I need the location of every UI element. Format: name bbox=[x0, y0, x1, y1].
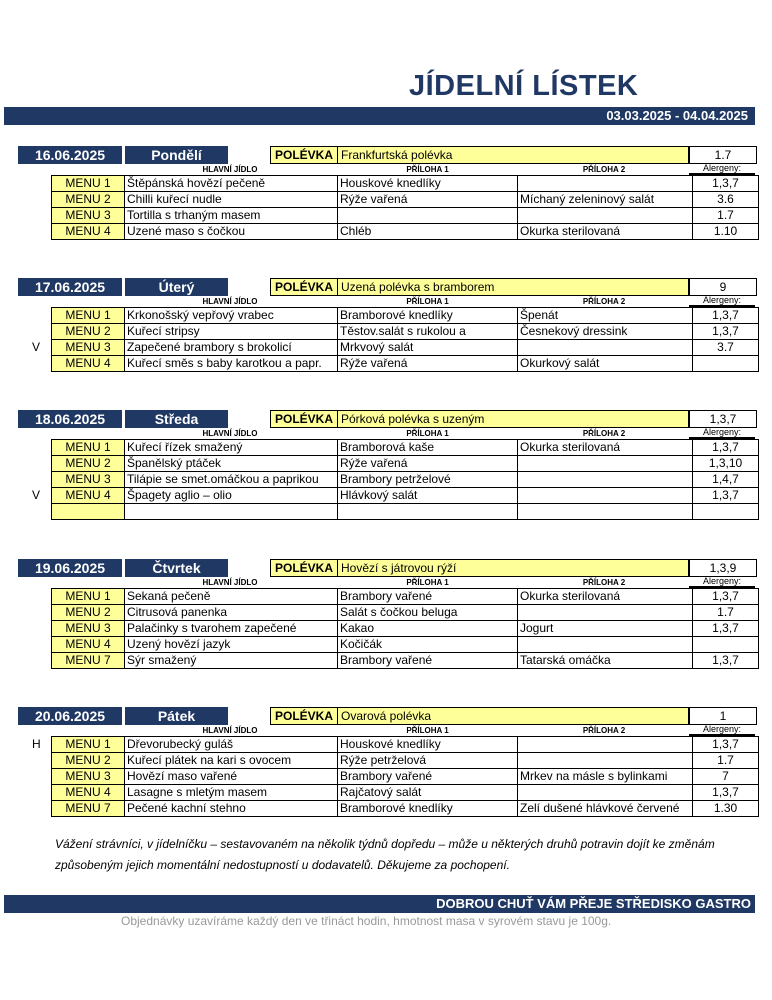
menu-label: MENU 2 bbox=[52, 456, 125, 472]
column-header-allergens: Alergeny: bbox=[689, 724, 755, 737]
day-date: 19.06.2025 bbox=[18, 559, 122, 577]
diet-marker: V bbox=[32, 488, 41, 502]
menu-allergens: 3.7 bbox=[693, 340, 759, 356]
date-range-bar bbox=[4, 107, 755, 125]
day-block bbox=[0, 146, 772, 266]
column-header-side2: PŘÍLOHA 2 bbox=[582, 578, 626, 587]
menu-row bbox=[52, 324, 759, 340]
side-dish-1: Brambory vařené bbox=[338, 589, 518, 605]
menu-allergens: 1.30 bbox=[693, 801, 759, 817]
menu-table bbox=[51, 307, 759, 372]
main-dish bbox=[125, 504, 338, 520]
soup-label: POLÉVKA bbox=[271, 411, 338, 427]
menu-allergens: 1,3,7 bbox=[693, 176, 759, 192]
day-date: 18.06.2025 bbox=[18, 410, 122, 428]
soup-name: Uzená polévka s bramborem bbox=[341, 280, 495, 294]
menu-row bbox=[52, 472, 759, 488]
side-dish-2 bbox=[518, 737, 693, 753]
side-dish-2 bbox=[518, 504, 693, 520]
soup-box bbox=[270, 559, 689, 577]
side-dish-2 bbox=[518, 605, 693, 621]
side-dish-2 bbox=[518, 488, 693, 504]
day-date: 20.06.2025 bbox=[18, 707, 122, 725]
column-header-allergens: Alergeny: bbox=[689, 576, 755, 589]
column-header-main: HLAVNÍ JÍDLO bbox=[202, 429, 258, 438]
main-dish: Sekaná pečeně bbox=[125, 589, 338, 605]
side-dish-1: Rýže petrželová bbox=[338, 753, 518, 769]
menu-table bbox=[51, 736, 759, 817]
menu-row bbox=[52, 488, 759, 504]
column-header-side2: PŘÍLOHA 2 bbox=[582, 429, 626, 438]
side-dish-1: Chléb bbox=[338, 224, 518, 240]
menu-allergens: 1,3,7 bbox=[693, 621, 759, 637]
soup-label: POLÉVKA bbox=[271, 147, 338, 163]
side-dish-1: Kočičák bbox=[338, 637, 518, 653]
menu-row bbox=[52, 340, 759, 356]
column-header-main: HLAVNÍ JÍDLO bbox=[202, 578, 258, 587]
side-dish-1 bbox=[338, 504, 518, 520]
soup-box bbox=[270, 146, 689, 164]
side-dish-2: Míchaný zeleninový salát bbox=[518, 192, 693, 208]
main-dish: Uzený hovězí jazyk bbox=[125, 637, 338, 653]
page-title: JÍDELNÍ LÍSTEK bbox=[409, 70, 639, 102]
day-name: Úterý bbox=[125, 278, 228, 296]
footer-banner-text: DOBROU CHUŤ VÁM PŘEJE STŘEDISKO GASTRO bbox=[436, 896, 751, 911]
main-dish: Kuřecí plátek na kari s ovocem bbox=[125, 753, 338, 769]
menu-allergens: 1,3,7 bbox=[693, 589, 759, 605]
column-header-allergens: Alergeny: bbox=[689, 163, 755, 176]
soup-name: Hovězí s játrovou rýží bbox=[341, 561, 457, 575]
menu-row bbox=[52, 753, 759, 769]
main-dish: Zapečené brambory s brokolicí bbox=[125, 340, 338, 356]
side-dish-2: Mrkev na másle s bylinkami bbox=[518, 769, 693, 785]
side-dish-2: Okurkový salát bbox=[518, 356, 693, 372]
side-dish-1: Rajčatový salát bbox=[338, 785, 518, 801]
soup-label: POLÉVKA bbox=[271, 279, 338, 295]
menu-allergens: 1,3,7 bbox=[693, 308, 759, 324]
main-dish: Chilli kuřecí nudle bbox=[125, 192, 338, 208]
menu-allergens: 1,3,7 bbox=[693, 324, 759, 340]
main-dish: Štěpánská hovězí pečeně bbox=[125, 176, 338, 192]
menu-label: MENU 2 bbox=[52, 753, 125, 769]
main-dish: Dřevorubecký guláš bbox=[125, 737, 338, 753]
side-dish-1 bbox=[338, 208, 518, 224]
menu-label: MENU 1 bbox=[52, 440, 125, 456]
menu-label: MENU 3 bbox=[52, 340, 125, 356]
side-dish-2: Okurka sterilovaná bbox=[518, 224, 693, 240]
soup-label: POLÉVKA bbox=[271, 560, 338, 576]
main-dish: Hovězí maso vařené bbox=[125, 769, 338, 785]
soup-allergens: 1,3,9 bbox=[689, 559, 757, 577]
menu-row bbox=[52, 769, 759, 785]
column-header-main: HLAVNÍ JÍDLO bbox=[202, 165, 258, 174]
menu-label: MENU 1 bbox=[52, 589, 125, 605]
side-dish-1: Rýže vařená bbox=[338, 192, 518, 208]
main-dish: Sýr smažený bbox=[125, 653, 338, 669]
footer-info: Objednávky uzavíráme každý den ve třináct hodin, hmotnost masa v syrovém stavu je 100g. bbox=[121, 914, 612, 928]
side-dish-1: Houskové knedlíky bbox=[338, 176, 518, 192]
menu-allergens: 1,3,7 bbox=[693, 653, 759, 669]
soup-box bbox=[270, 707, 689, 725]
side-dish-2 bbox=[518, 208, 693, 224]
menu-allergens: 1,3,7 bbox=[693, 785, 759, 801]
menu-label: MENU 3 bbox=[52, 769, 125, 785]
side-dish-1: Salát s čočkou beluga bbox=[338, 605, 518, 621]
side-dish-2: Zelí dušené hlávkové červené bbox=[518, 801, 693, 817]
date-range: 03.03.2025 - 04.04.2025 bbox=[606, 108, 748, 123]
side-dish-1: Mrkvový salát bbox=[338, 340, 518, 356]
day-block bbox=[0, 559, 772, 679]
menu-label: MENU 4 bbox=[52, 224, 125, 240]
column-header-allergens: Alergeny: bbox=[689, 295, 755, 308]
diet-marker: V bbox=[32, 340, 41, 354]
day-name: Pátek bbox=[125, 707, 228, 725]
soup-name: Pórková polévka s uzeným bbox=[341, 412, 485, 426]
main-dish: Uzené maso s čočkou bbox=[125, 224, 338, 240]
footer-banner bbox=[4, 895, 755, 913]
side-dish-1: Bramborové knedlíky bbox=[338, 308, 518, 324]
menu-label: MENU 4 bbox=[52, 785, 125, 801]
menu-allergens: 7 bbox=[693, 769, 759, 785]
menu-label bbox=[52, 504, 125, 520]
side-dish-2 bbox=[518, 637, 693, 653]
menu-allergens: 1,3,10 bbox=[693, 456, 759, 472]
soup-box bbox=[270, 278, 689, 296]
column-header-side1: PŘÍLOHA 1 bbox=[406, 297, 449, 306]
day-block bbox=[0, 278, 772, 398]
menu-row bbox=[52, 637, 759, 653]
main-dish: Citrusová panenka bbox=[125, 605, 338, 621]
side-dish-1: Hlávkový salát bbox=[338, 488, 518, 504]
soup-name: Ovarová polévka bbox=[341, 709, 432, 723]
main-dish: Špagety aglio – olio bbox=[125, 488, 338, 504]
soup-allergens: 9 bbox=[689, 278, 757, 296]
menu-label: MENU 3 bbox=[52, 621, 125, 637]
menu-label: MENU 4 bbox=[52, 637, 125, 653]
menu-row bbox=[52, 621, 759, 637]
menu-label: MENU 1 bbox=[52, 737, 125, 753]
side-dish-1: Rýže vařená bbox=[338, 456, 518, 472]
menu-row bbox=[52, 504, 759, 520]
side-dish-2 bbox=[518, 472, 693, 488]
column-header-allergens: Alergeny: bbox=[689, 427, 755, 440]
column-header-side1: PŘÍLOHA 1 bbox=[406, 578, 449, 587]
main-dish: Palačinky s tvarohem zapečené bbox=[125, 621, 338, 637]
side-dish-2 bbox=[518, 176, 693, 192]
soup-allergens: 1,3,7 bbox=[689, 410, 757, 428]
menu-allergens bbox=[693, 356, 759, 372]
column-header-side1: PŘÍLOHA 1 bbox=[406, 726, 449, 735]
menu-row bbox=[52, 589, 759, 605]
day-name: Pondělí bbox=[125, 146, 228, 164]
column-header-side1: PŘÍLOHA 1 bbox=[406, 429, 449, 438]
side-dish-2: Okurka sterilovaná bbox=[518, 440, 693, 456]
column-header-main: HLAVNÍ JÍDLO bbox=[202, 726, 258, 735]
side-dish-2: Česnekový dressink bbox=[518, 324, 693, 340]
side-dish-1: Kakao bbox=[338, 621, 518, 637]
menu-allergens bbox=[693, 504, 759, 520]
day-block bbox=[0, 410, 772, 530]
menu-row bbox=[52, 440, 759, 456]
soup-label: POLÉVKA bbox=[271, 708, 338, 724]
menu-label: MENU 4 bbox=[52, 488, 125, 504]
menu-allergens: 1,4,7 bbox=[693, 472, 759, 488]
menu-allergens: 1,3,7 bbox=[693, 440, 759, 456]
menu-label: MENU 3 bbox=[52, 472, 125, 488]
column-header-side1: PŘÍLOHA 1 bbox=[406, 165, 449, 174]
main-dish: Tortilla s trhaným masem bbox=[125, 208, 338, 224]
day-block bbox=[0, 707, 772, 827]
side-dish-1: Brambory petrželové bbox=[338, 472, 518, 488]
menu-label: MENU 2 bbox=[52, 324, 125, 340]
menu-label: MENU 4 bbox=[52, 356, 125, 372]
menu-allergens: 3.6 bbox=[693, 192, 759, 208]
menu-row bbox=[52, 224, 759, 240]
main-dish: Kuřecí směs s baby karotkou a papr. bbox=[125, 356, 338, 372]
main-dish: Španělský ptáček bbox=[125, 456, 338, 472]
side-dish-1: Těstov.salát s rukolou a bbox=[338, 324, 518, 340]
menu-row bbox=[52, 356, 759, 372]
menu-label: MENU 3 bbox=[52, 208, 125, 224]
menu-row bbox=[52, 208, 759, 224]
menu-row bbox=[52, 737, 759, 753]
menu-row bbox=[52, 176, 759, 192]
main-dish: Kuřecí stripsy bbox=[125, 324, 338, 340]
side-dish-2 bbox=[518, 456, 693, 472]
menu-allergens: 1,3,7 bbox=[693, 488, 759, 504]
main-dish: Kuřecí řízek smažený bbox=[125, 440, 338, 456]
soup-allergens: 1.7 bbox=[689, 146, 757, 164]
side-dish-1: Bramborová kaše bbox=[338, 440, 518, 456]
side-dish-2: Okurka sterilovaná bbox=[518, 589, 693, 605]
side-dish-2 bbox=[518, 340, 693, 356]
side-dish-1: Bramborové knedlíky bbox=[338, 801, 518, 817]
soup-name: Frankfurtská polévka bbox=[341, 148, 453, 162]
side-dish-2: Jogurt bbox=[518, 621, 693, 637]
menu-table bbox=[51, 175, 759, 240]
soup-box bbox=[270, 410, 689, 428]
menu-row bbox=[52, 308, 759, 324]
side-dish-1: Brambory vařené bbox=[338, 653, 518, 669]
menu-allergens: 1.10 bbox=[693, 224, 759, 240]
side-dish-2 bbox=[518, 753, 693, 769]
day-name: Čtvrtek bbox=[125, 559, 228, 577]
main-dish: Tilápie se smet.omáčkou a paprikou bbox=[125, 472, 338, 488]
side-dish-1: Rýže vařená bbox=[338, 356, 518, 372]
menu-allergens: 1.7 bbox=[693, 753, 759, 769]
menu-row bbox=[52, 605, 759, 621]
menu-label: MENU 1 bbox=[52, 308, 125, 324]
side-dish-1: Brambory vařené bbox=[338, 769, 518, 785]
menu-row bbox=[52, 801, 759, 817]
menu-row bbox=[52, 456, 759, 472]
menu-label: MENU 2 bbox=[52, 605, 125, 621]
day-date: 17.06.2025 bbox=[18, 278, 122, 296]
day-date: 16.06.2025 bbox=[18, 146, 122, 164]
menu-label: MENU 7 bbox=[52, 653, 125, 669]
diet-marker: H bbox=[32, 737, 41, 751]
side-dish-2: Tatarská omáčka bbox=[518, 653, 693, 669]
menu-row bbox=[52, 653, 759, 669]
menu-row bbox=[52, 192, 759, 208]
column-header-side2: PŘÍLOHA 2 bbox=[582, 726, 626, 735]
menu-allergens: 1,3,7 bbox=[693, 737, 759, 753]
menu-label: MENU 1 bbox=[52, 176, 125, 192]
menu-label: MENU 2 bbox=[52, 192, 125, 208]
side-dish-2: Špenát bbox=[518, 308, 693, 324]
menu-table bbox=[51, 588, 759, 669]
customer-note: Vážení strávníci, v jídelníčku – sestavovaném na několik týdnů dopředu – může u některých druhů potravin dojít ke změnám způsobeným jejich momentální nedostupností u dodavatelů. Děkujeme za pochopení. bbox=[55, 837, 715, 872]
day-name: Středa bbox=[125, 410, 228, 428]
menu-allergens bbox=[693, 637, 759, 653]
menu-table bbox=[51, 439, 759, 520]
column-header-side2: PŘÍLOHA 2 bbox=[582, 297, 626, 306]
side-dish-1: Houskové knedlíky bbox=[338, 737, 518, 753]
soup-allergens: 1 bbox=[689, 707, 757, 725]
menu-row bbox=[52, 785, 759, 801]
column-header-side2: PŘÍLOHA 2 bbox=[582, 165, 626, 174]
side-dish-2 bbox=[518, 785, 693, 801]
menu-allergens: 1.7 bbox=[693, 208, 759, 224]
main-dish: Lasagne s mletým masem bbox=[125, 785, 338, 801]
menu-label: MENU 7 bbox=[52, 801, 125, 817]
column-header-main: HLAVNÍ JÍDLO bbox=[202, 297, 258, 306]
menu-allergens: 1.7 bbox=[693, 605, 759, 621]
main-dish: Pečené kachní stehno bbox=[125, 801, 338, 817]
main-dish: Krkonošský vepřový vrabec bbox=[125, 308, 338, 324]
